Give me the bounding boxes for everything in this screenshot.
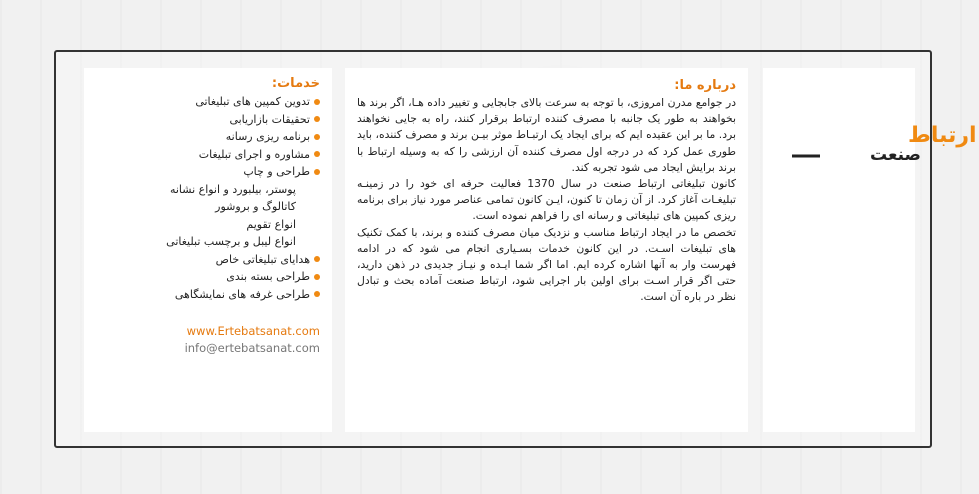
service-item-label: برنامه ریزی رسانه — [225, 130, 310, 143]
services-list — [94, 93, 320, 303]
service-item-label: کاتالوگ و بروشور — [215, 200, 296, 213]
service-item-label: انواع لیبل و برچسب تبلیغاتی — [166, 235, 296, 248]
service-item — [94, 181, 320, 199]
service-item-label: تدوین کمپین های تبلیغاتی — [195, 95, 310, 108]
about-paragraph-2: کانون تبلیغاتی ارتباط صنعت در سال 1370 فعالیت حرفه ای خود را در زمینـه تبلیغـات آغاز کرد. از آن زمان تا کنون، ایـن کانون تمامی عناصر مورد نیاز برای برنامه ریزی کمپین های تبلیغاتی و رسانه ای را فراهم نموده است. — [357, 177, 736, 223]
brand-logo — [790, 118, 977, 165]
service-item — [94, 128, 320, 146]
about-column — [345, 68, 748, 432]
service-item-label: تحقیقات بازاریابی — [229, 112, 310, 126]
service-item-label: پوستر، بیلبورد و انواع نشانه — [169, 182, 296, 196]
service-item — [94, 111, 320, 129]
bullet-dot-icon — [314, 134, 320, 140]
services-column — [84, 68, 332, 432]
service-item-label: طراحی و چاپ — [243, 165, 310, 178]
bullet-dot-icon — [314, 116, 320, 122]
service-item-label: مشاوره و اجرای تبلیغات — [198, 147, 310, 161]
service-item — [94, 216, 320, 234]
email-link[interactable]: info@ertebatsanat.com — [184, 341, 320, 355]
service-item-label: طراحی بسته بندی — [226, 270, 310, 283]
service-item — [94, 93, 320, 111]
logo-text-bottom: صنعت — [870, 145, 921, 165]
contact-info — [94, 323, 320, 357]
services-heading: خدمات: — [271, 76, 320, 91]
bullet-dot-icon — [314, 274, 320, 280]
service-item — [94, 163, 320, 181]
service-item — [94, 233, 320, 251]
service-item-label: انواع تقویم — [246, 217, 296, 231]
service-item-label: طراحی غرفه های نمایشگاهی — [174, 287, 310, 301]
about-paragraph-1: در جوامع مدرن امروزی، با توجه به سرعت بالای جابجایی و تغییر داده هـا، اگر برند ها بخواهند به طور یک جانبه با مصرف کننده ارتباط برقرار کنند، راه به جایی نخواهند برد. ما بر این عقیده ایم که برای ایجاد یک ارتبـاط موثر بیـن برند و مصرف کننده، باید طوری عمل کرد که در درجه اول مصرف کننده آن ارزشی را که به وسیله ارتباط با برند برایش ایجاد می شود تجربه کند. — [357, 96, 736, 174]
service-item — [94, 198, 320, 216]
bullet-dot-icon — [314, 256, 320, 262]
bullet-dot-icon — [314, 169, 320, 175]
bullet-dot-icon — [314, 99, 320, 105]
about-paragraph-3: تخصص ما در ایجاد ارتباط مناسب و نزدیک میان مصرف کننده و برند، با کمک تکنیک های تبلیغات اسـت. در این کانون خدمات بسـیاری انجام می شود که در ادامه فهرست وار به آنها اشاره کرده ایم. اما اگر شما ایـده و نیـاز جدیدی در ذهن دارید، حتی اگر قرار اسـت برای اولین بار اجرایی شود، ارتباط صنعت آماده بحث و تبادل نظر در باره آن است. — [357, 225, 736, 304]
service-item — [94, 268, 320, 286]
logo-column — [763, 68, 977, 432]
website-link[interactable]: www.Ertebatsanat.com — [186, 324, 320, 338]
service-item — [94, 286, 320, 304]
logo-text-top: ارتباط — [908, 123, 977, 148]
service-item — [94, 251, 320, 269]
bullet-dot-icon — [314, 151, 320, 157]
bullet-dot-icon — [314, 291, 320, 297]
service-item-label: هدایای تبلیغاتی خاص — [215, 252, 310, 266]
service-item — [94, 146, 320, 164]
about-heading: درباره ما: — [674, 78, 736, 93]
